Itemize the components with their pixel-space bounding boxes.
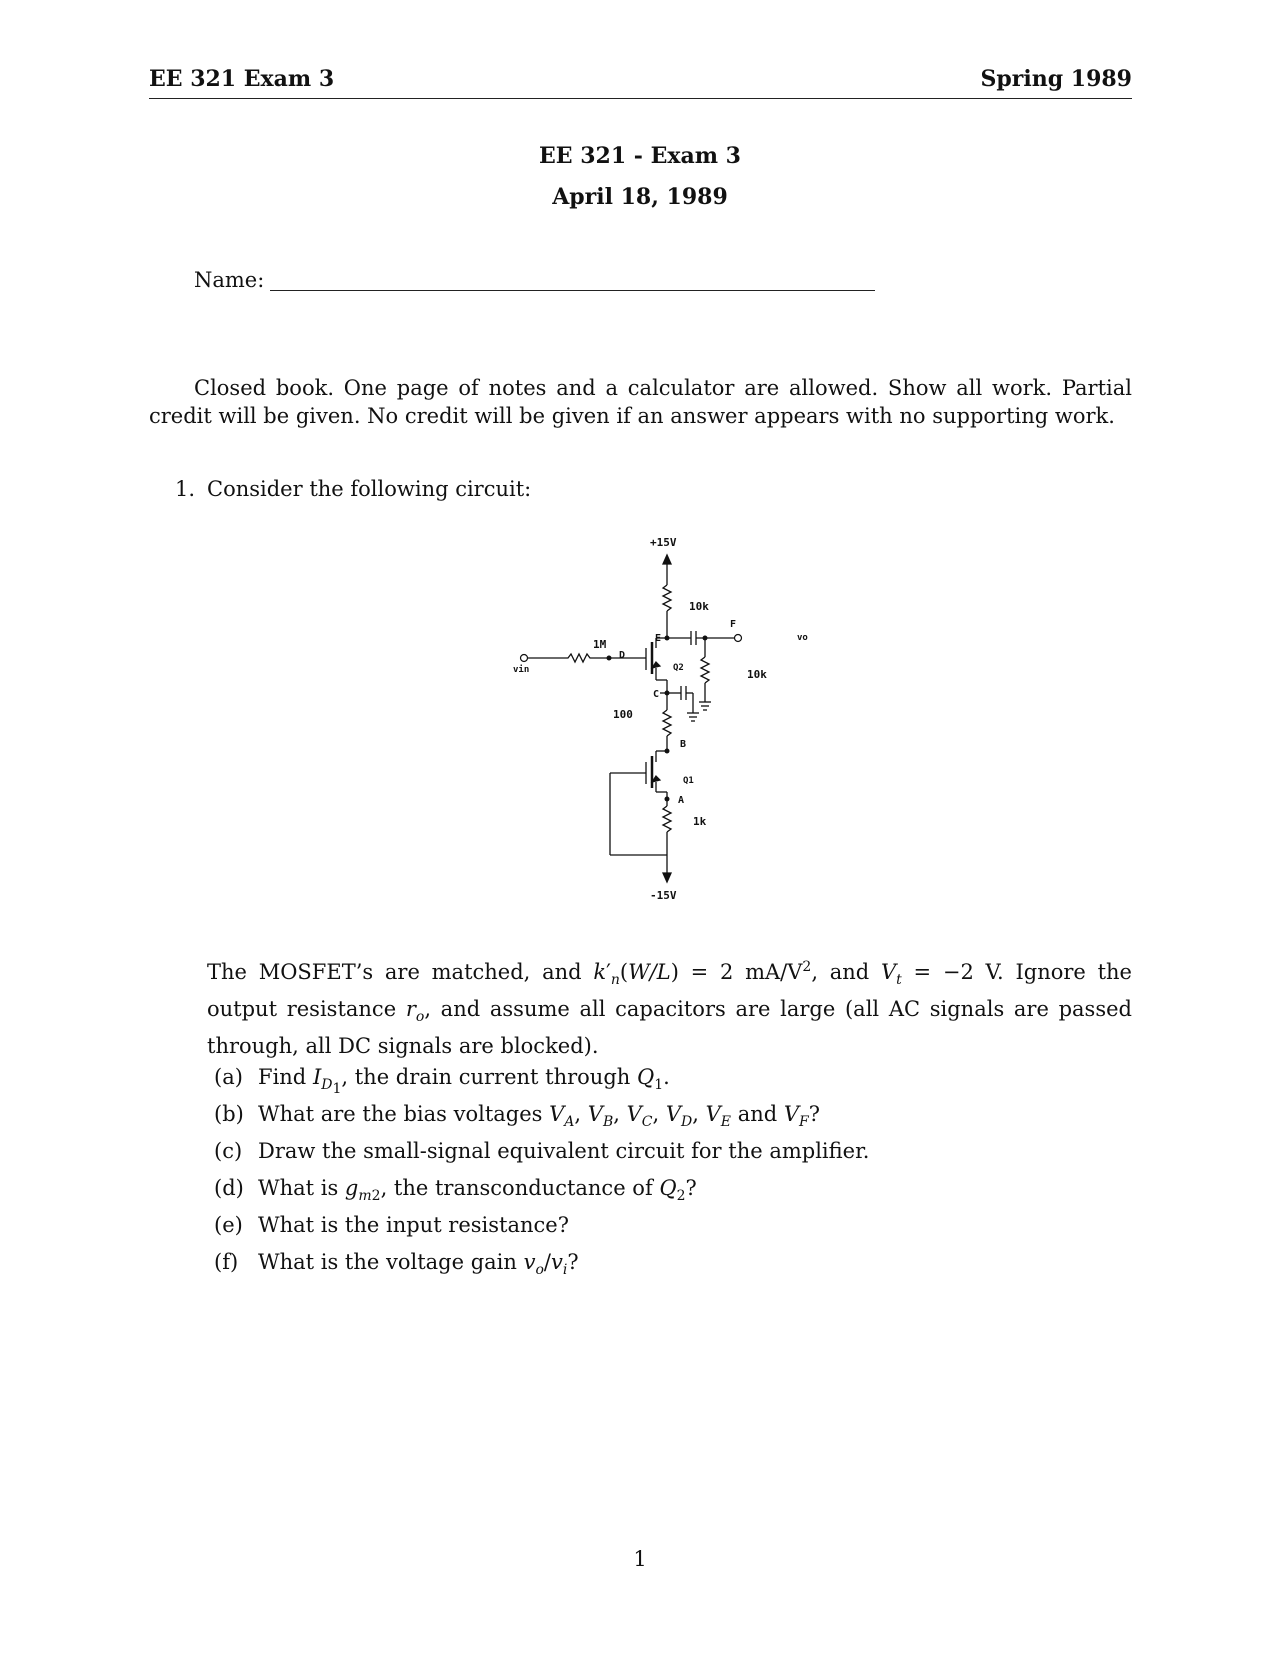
question-prompt: Consider the following circuit: <box>207 477 532 501</box>
part-a: (a) Find $I_{D_1}$, the drain current through $Q_1$. <box>214 1065 670 1097</box>
exam-date: April 18, 1989 <box>552 184 728 210</box>
header-term: Spring 1989 <box>980 66 1132 92</box>
part-e: (e) What is the input resistance? <box>214 1213 569 1237</box>
label-q1: Q1 <box>683 776 694 786</box>
label-vminus: -15V <box>650 889 677 902</box>
node-e: E <box>655 633 662 644</box>
name-label: Name: <box>194 268 265 292</box>
question-number: 1. <box>175 477 196 501</box>
question-parts <box>214 1062 869 1284</box>
node-c: C <box>653 689 660 700</box>
running-header <box>149 66 1132 99</box>
node-d: D <box>619 650 626 661</box>
instructions: Closed book. One page of notes and a calculator are allowed. Show all work. Partial credit will be given. No credit will be given if an answer appears with no supporting work. <box>149 376 1132 428</box>
node-b: B <box>680 739 687 750</box>
parameters-paragraph: The MOSFET’s are matched, and $k'_n(W/L) = 2$ $mA/V^2$, and $V_t = -2$ V. Ignore the output resistance $r_o$, and assume all capacitors are large (all AC signals are passed through, all DC signals are blocked). <box>207 959 1132 1059</box>
node-f: F <box>730 619 737 630</box>
label-r-load: 10k <box>747 668 767 681</box>
part-c: (c) Draw the small-signal equivalent circuit for the amplifier. <box>214 1139 870 1163</box>
exam-title: EE 321 - Exam 3 <box>539 143 741 169</box>
label-vplus: +15V <box>650 536 677 549</box>
name-input-line[interactable] <box>270 290 875 291</box>
label-q2: Q2 <box>673 663 684 673</box>
label-r-top: 10k <box>689 600 709 613</box>
node-a: A <box>678 795 685 806</box>
part-f: (f) What is the voltage gain $v_o/v_i$? <box>214 1250 579 1279</box>
label-r-bottom: 1k <box>693 815 707 828</box>
label-vo: vo <box>797 633 808 643</box>
page-number: 1 <box>633 1547 647 1571</box>
label-vin: vin <box>513 665 530 675</box>
label-r-gate: 1M <box>593 638 607 651</box>
header-course: EE 321 Exam 3 <box>149 66 335 92</box>
part-d: (d) What is $g_{m2}$, the transconductance of $Q_2$? <box>214 1176 697 1205</box>
label-r-mid: 100 <box>613 708 633 721</box>
part-b: (b) What are the bias voltages $V_A$, $V_B$, $V_C$, $V_D$, $V_E$ and $V_F$? <box>214 1102 821 1131</box>
question-1 <box>175 477 531 501</box>
circuit-diagram <box>500 530 860 915</box>
